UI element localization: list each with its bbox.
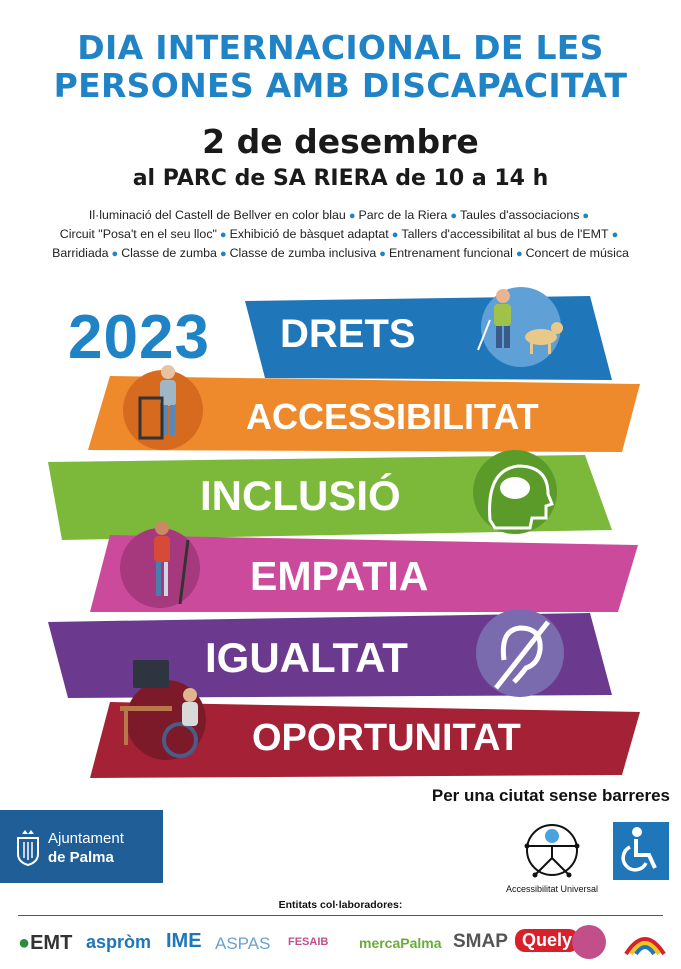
title-line-2: PERSONES AMB DISCAPACITAT <box>53 66 628 105</box>
event-date: 2 de desembre <box>202 122 479 161</box>
activity: Entrenament funcional <box>388 246 513 260</box>
universal-access-icon <box>514 820 590 880</box>
logo-rainbow <box>622 926 668 958</box>
band-label-empatia: EMPATIA <box>250 553 429 599</box>
activities-line-2: Circuit "Posa't en el seu lloc" ● Exhibició de bàsquet adaptat ● Tallers d'accessibilitat al bus de l'EMT ● <box>59 227 619 241</box>
activity: Tallers d'accessibilitat al bus de l'EMT <box>401 227 609 241</box>
wheelchair-sign <box>613 822 669 880</box>
band-label-accessibilitat: ACCESSIBILITAT <box>246 396 539 437</box>
band-label-igualtat: IGUALTAT <box>205 634 408 681</box>
logo-quely: Quely <box>515 929 579 952</box>
activity: Concert de música <box>525 246 629 260</box>
ajuntament-line-2: de Palma <box>48 849 114 866</box>
activity: Circuit "Posa't en el seu lloc" <box>59 227 217 241</box>
band-label-drets: DRETS <box>280 312 416 356</box>
ajuntament-logo <box>0 810 163 883</box>
logo-seal <box>572 925 606 959</box>
activity: Taules d'associacions <box>459 208 580 222</box>
activity: Barridiada <box>52 246 109 260</box>
logo-emt: ●EMT <box>18 932 73 954</box>
title-line-1: DIA INTERNACIONAL DE LES <box>77 28 604 67</box>
logo-aspas: ASPAS <box>215 934 271 953</box>
logo-mercapalma: mercaPalma <box>359 935 442 951</box>
tagline: Per una ciutat sense barreres <box>431 786 670 805</box>
activity: Classe de zumba inclusiva <box>229 246 377 260</box>
activity: Classe de zumba <box>121 246 217 260</box>
logo-fesaib: FESAIB <box>288 936 329 948</box>
coat-of-arms-icon <box>14 828 42 866</box>
activity: Il·luminació del Castell de Bellver en color blau <box>88 208 346 222</box>
band-label-inclusio: INCLUSIÓ <box>200 472 401 519</box>
ajuntament-line-1: Ajuntament <box>48 830 124 847</box>
logo-smap: SMAP <box>453 931 508 952</box>
event-venue: al PARC de SA RIERA de 10 a 14 h <box>132 166 549 191</box>
collaborators-label: Entitats col·laboradores: <box>278 899 403 911</box>
blind-person-guide-dog-icon <box>481 287 561 367</box>
band-label-oportunitat: OPORTUNITAT <box>252 717 521 759</box>
activity: Exhibició de bàsquet adaptat <box>229 227 389 241</box>
activities-line-1: Il·luminació del Castell de Bellver en color blau ● Parc de la Riera ● Taules d'associacions ● <box>88 208 590 222</box>
logo-ime: IME <box>166 930 202 952</box>
divider <box>18 915 663 916</box>
activity: Parc de la Riera <box>358 208 448 222</box>
year-label: 2023 <box>68 303 210 372</box>
universal-access-label: Accessibilitat Universal <box>505 884 599 894</box>
activities-line-3: Barridiada ● Classe de zumba ● Classe de zumba inclusiva ● Entrenament funcional ● Concert de música <box>52 246 629 260</box>
wheelchair-icon <box>613 822 669 880</box>
logo-asprom: aspròm <box>86 932 152 952</box>
hearing-impaired-icon <box>476 609 564 697</box>
